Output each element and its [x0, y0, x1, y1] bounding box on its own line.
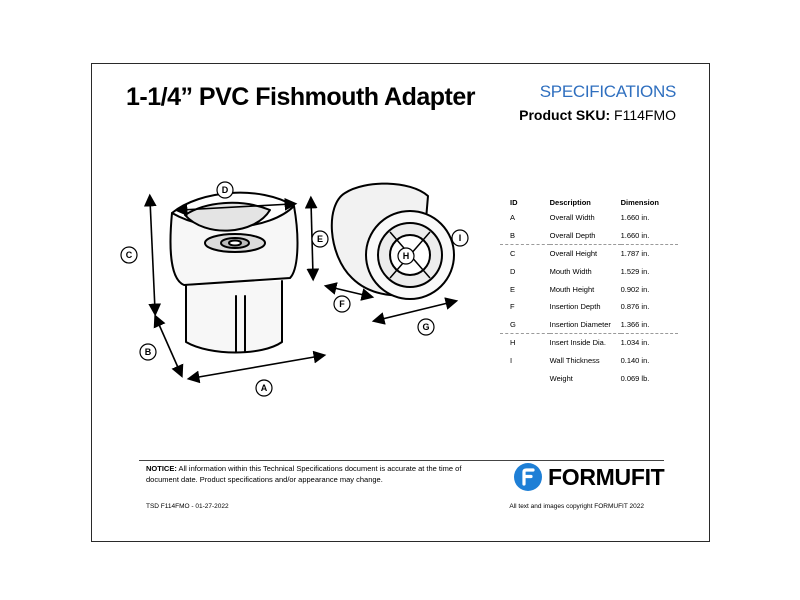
table-row	[500, 280, 678, 298]
row-description: Mouth Height	[549, 284, 595, 294]
row-dimension: 0.069 lb.	[620, 373, 650, 383]
row-dimension: 1.660 in.	[620, 213, 650, 223]
brand	[514, 463, 664, 491]
row-dimension: 1.529 in.	[620, 267, 650, 277]
callout-e	[312, 231, 328, 247]
dim-line-g	[378, 302, 452, 320]
svg-text:I: I	[458, 233, 462, 243]
callout-i	[452, 230, 468, 246]
svg-text:G: G	[422, 322, 430, 332]
callout-h	[398, 248, 414, 264]
row-description: Mouth Width	[549, 267, 592, 277]
svg-text:H: H	[402, 251, 410, 261]
document-id: TSD F114FMO - 01-27-2022	[146, 503, 229, 510]
row-id: D	[510, 267, 516, 277]
row-dimension: 0.876 in.	[620, 302, 650, 312]
sku-label: Product SKU:	[519, 107, 611, 123]
svg-text:A: A	[260, 383, 268, 393]
table-row	[500, 316, 678, 334]
fishmouth-adapter-end-view	[332, 184, 454, 299]
table-row	[500, 369, 678, 387]
row-id: H	[500, 334, 550, 352]
table-row	[500, 263, 678, 281]
table-header-row	[500, 195, 678, 209]
row-id: B	[510, 230, 516, 240]
notice-text: All information within this Technical Specifications document is accurate at the time of document date. Product specifications and/or appearance may change.	[146, 464, 462, 484]
dim-line-c	[150, 200, 155, 310]
notice	[146, 463, 476, 485]
table-row	[500, 227, 678, 245]
fishmouth-adapter-side-view	[171, 193, 298, 353]
brand-name: FORMUFIT	[548, 463, 665, 490]
callout-d	[217, 182, 233, 198]
row-description: Overall Depth	[549, 230, 596, 240]
row-description: Insertion Depth	[549, 302, 601, 312]
row-description: Overall Width	[549, 213, 595, 223]
svg-text:C: C	[125, 250, 133, 260]
row-id	[500, 369, 550, 387]
row-dimension: 0.140 in.	[620, 356, 650, 366]
svg-text:E: E	[316, 234, 324, 244]
row-description: Weight	[549, 373, 573, 383]
column-header-id: ID	[510, 197, 518, 207]
callout-c	[121, 247, 137, 263]
table-row	[500, 245, 678, 263]
row-id: F	[510, 302, 515, 312]
row-dimension: 1.660 in.	[620, 230, 650, 240]
table-row	[500, 352, 678, 370]
row-id: A	[510, 213, 516, 223]
callout-g	[418, 319, 434, 335]
row-id: G	[510, 319, 516, 329]
row-description: Overall Height	[550, 245, 621, 263]
callout-f	[334, 296, 350, 312]
specifications-table	[500, 195, 678, 387]
column-header-dimension: Dimension	[620, 197, 659, 207]
table-row	[500, 209, 678, 227]
row-dimension: 1.034 in.	[621, 334, 678, 352]
svg-text:F: F	[339, 299, 345, 309]
row-id: I	[510, 356, 513, 366]
svg-text:D: D	[221, 185, 229, 195]
callout-b	[140, 344, 156, 360]
dim-line-f	[330, 287, 368, 296]
row-dimension: 0.902 in.	[620, 284, 650, 294]
divider	[139, 460, 664, 461]
page-title: 1-1/4” PVC Fishmouth Adapter	[126, 83, 476, 111]
notice-label: NOTICE:	[146, 464, 177, 473]
row-description: Insert Inside Dia.	[550, 334, 621, 352]
dim-line-b	[157, 320, 180, 372]
sku-value: F114FMO	[614, 107, 676, 123]
callout-a	[256, 380, 272, 396]
dim-line-a	[193, 356, 320, 378]
row-id: E	[510, 284, 516, 294]
svg-text:B: B	[144, 347, 152, 357]
row-id: C	[500, 245, 550, 263]
column-header-description: Description	[549, 197, 591, 207]
row-dimension: 1.366 in.	[620, 319, 650, 329]
copyright: All text and images copyright FORMUFIT 2022	[509, 503, 644, 510]
row-description: Wall Thickness	[549, 356, 600, 366]
row-description: Insertion Diameter	[549, 319, 611, 329]
table-row	[500, 334, 678, 352]
formufit-logo-icon	[514, 463, 542, 491]
specifications-heading: SPECIFICATIONS	[539, 82, 676, 101]
row-dimension: 1.787 in.	[621, 245, 678, 263]
table-row	[500, 298, 678, 316]
